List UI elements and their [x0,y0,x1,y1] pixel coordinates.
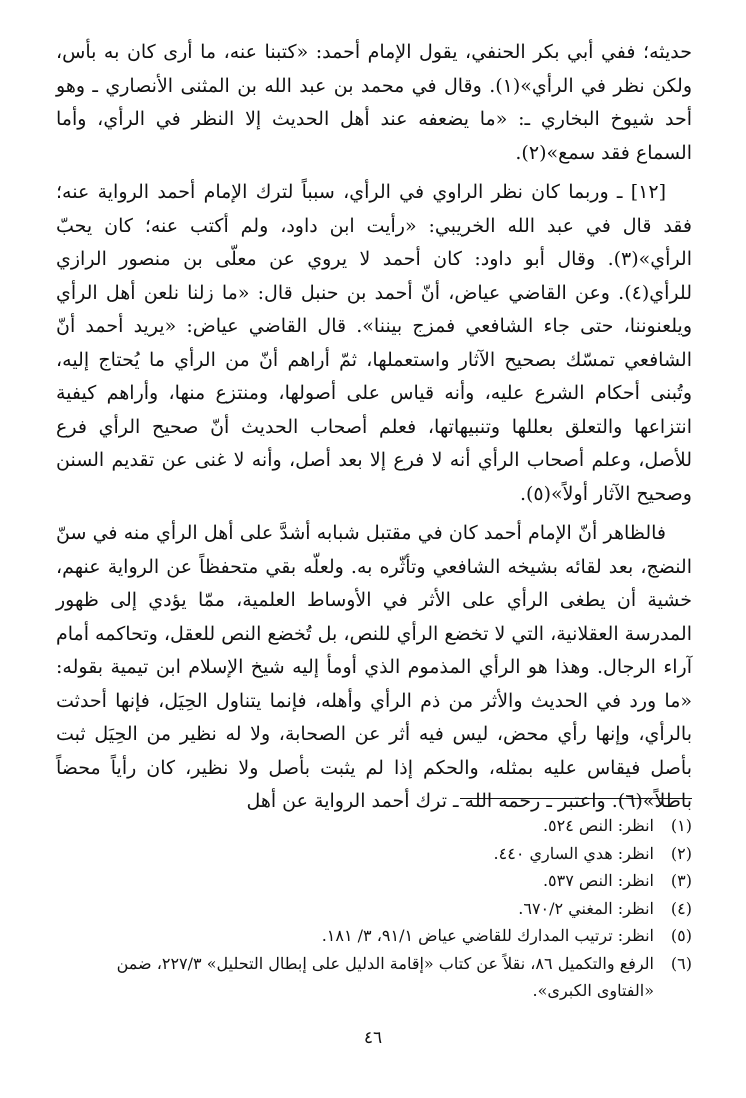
footnote-item [56,895,692,923]
paragraph-1: حديثه؛ ففي أبي بكر الحنفي، يقول الإمام أحمد: «كتبنا عنه، ما أرى كان به بأس، ولكن نظر في الرأي»(١). وقال في محمد بن عبد الله بن المثنى الأنصاري ـ وهو أحد شيوخ البخاري ـ: «ما يضعفه عند أهل الحديث إلا النظر في الرأي، وأما السماع فقد سمع»(٢). [56,41,692,164]
main-text [56,36,692,819]
paragraph-3: فالظاهر أنّ الإمام أحمد كان في مقتبل شبابه أشدَّ على أهل الرأي منه في سنّ النضج، بعد لقائه بشيخه الشافعي وتأثّره به. ولعلّه بقي متحفظاً عن الرواية عنهم، خشية أن يطغى الرأي على الأثر في الأوساط العلمية، ممّا يؤدي إلى ظهور المدرسة العقلانية، التي لا تخضع الرأي للنص، بل تُخضع النص للعقل، وتحاكمه أمام آراء الرجال. وهذا هو الرأي المذموم الذي أومأ إليه شيخ الإسلام ابن تيمية بقوله: «ما ورد في الحديث والأثر من ذم الرأي وأهله، فإنما يتناول الحِيَل، فإنها أحدثت بالرأي، وإنها رأي محض، ليس فيه أثر عن الصحابة، ولا له نظير من الحِيَل ثبت بأصل فيقاس عليه بمثله، والحكم إذا لم يثبت بأصل ولا نظير، كان رأياً محضاً باطلاً»(٦). واعتبر ـ رحمه الله ـ ترك أحمد الرواية عن أهل [56,522,692,812]
footnote-number: (٦) [670,953,692,973]
footnote-text: انظر: المغني ٦٧٠/٢. [518,898,654,918]
footnote-text: الرفع والتكميل ٨٦، نقلاً عن كتاب «إقامة الدليل على إبطال التحليل» ٢٢٧/٣، ضمن «الفتاوى الكبرى». [116,953,654,1000]
footnote-item [56,867,692,895]
footnote-number: (١) [670,816,692,835]
footnote-number: (٤) [670,898,692,918]
footnote-text: انظر: هدي الساري ٤٤٠. [493,843,654,863]
footnote-item [56,840,692,868]
footnotes [56,812,692,1005]
footnote-number: (٢) [670,843,692,863]
footnote-item [56,950,692,1005]
footnote-item [56,812,692,840]
footnote-text: انظر: النص ٥٣٧. [542,871,654,890]
footnote-separator [460,798,692,799]
page-number: ٤٦ [363,1028,383,1048]
paragraph-2: [١٢] ـ وربما كان نظر الراوي في الرأي، سبباً لترك الإمام أحمد الرواية عنه؛ فقد قال في عبد الله الخريبي: «رأيت ابن داود، ولم أكتب عنه؛ كان يحبّ الرأي»(٣). وقال أبو داود: كان أحمد لا يروي عن معلّى بن منصور الرازي للرأي(٤). وعن القاضي عياض، أنّ أحمد بن حنبل قال: «ما زلنا نلعن أهل الرأي ويلعنوننا، حتى جاء الشافعي فمزج بيننا». قال القاضي عياض: «يريد أحمد أنّ الشافعي تمسّك بصحيح الآثار واستعملها، ثمّ أراهم أنّ من الرأي ما يُحتاج إليه، وتُبنى أحكام الشرع عليه، وأنه قياس على أصولها، ومنتزع منها، وأراهم كيفية انتزاعها والتعلق بعللها وتنبيهاتها، فعلم أصحاب الحديث أنّ صحيح الرأي فرع للأصل، وعلم أصحاب الرأي أنه لا فرع إلا بعد أصل، وأنه لا غنى عن تقديم السنن وصحيح الآثار أولاً»(٥). [56,181,692,505]
footnote-number: (٥) [670,926,692,945]
footnote-item [56,922,692,950]
footnote-text: انظر: ترتيب المدارك للقاضي عياض ٩١/١، ٣/ ١٨١. [321,926,654,945]
footnote-number: (٣) [670,871,692,890]
footnote-text: انظر: النص ٥٢٤. [542,816,654,835]
